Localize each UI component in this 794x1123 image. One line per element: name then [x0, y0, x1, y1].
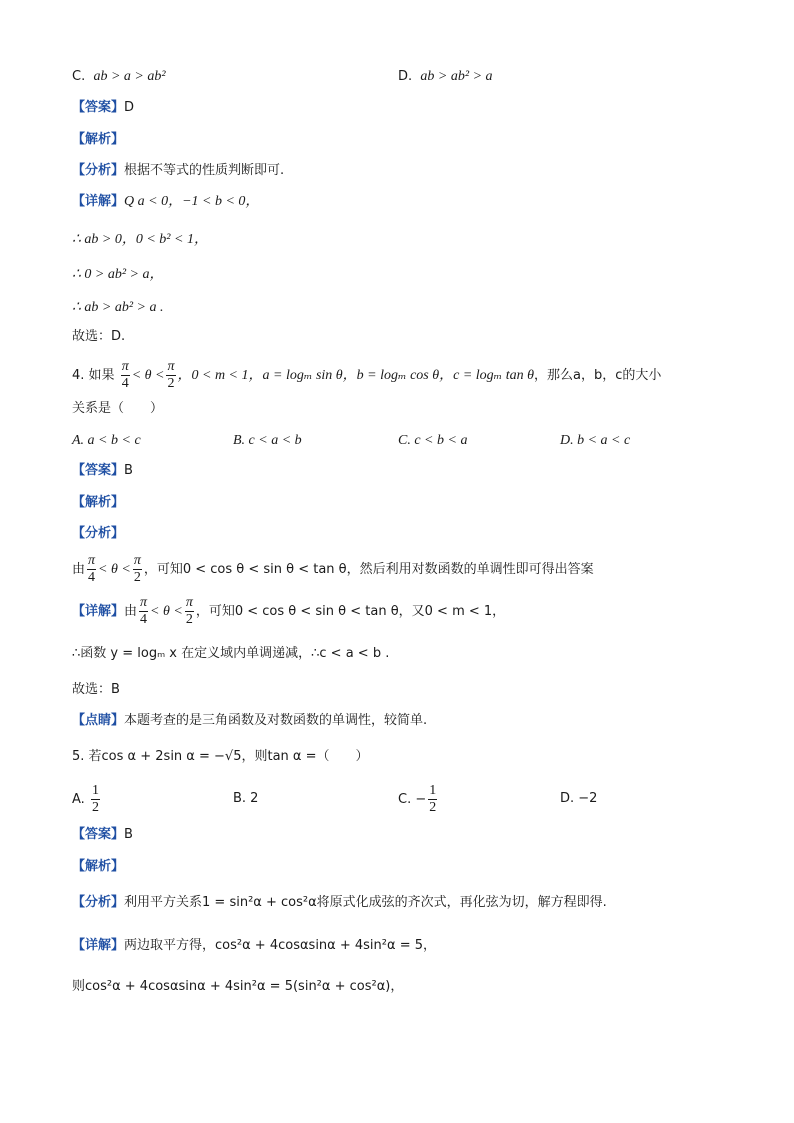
q4-option-c: C. c < b < a: [398, 433, 468, 448]
q3-choice: 故选：D.: [72, 329, 126, 344]
q3-fenxi: 【分析】根据不等式的性质判断即可.: [72, 163, 285, 178]
q3-analysis-heading: 【解析】: [72, 132, 125, 147]
q4-stem-b: b = logₘ cos θ: [356, 368, 440, 383]
q4-stem-line-1: 4. 如果 $\frac{\pi}{4}$ < θ < $\frac{\pi}{2}$ ，0 < m < 1，a = logₘ sin θ，b = logₘ cos θ，c = logₘ tan θ，那么a，b，c的大小: [72, 359, 662, 391]
q4-detail-line-1: 【详解】由 $\frac{\pi}{4}$ < θ < $\frac{\pi}{2}$ ，可知0 < cos θ < sin θ < tan θ，又0 < m < 1，: [72, 595, 506, 627]
q5-fenxi: 【分析】利用平方关系1 = sin²α + cos²α将原式化成弦的齐次式，再化弦为切，解方程即得.: [72, 895, 607, 910]
q4-answer: 【答案】B: [72, 463, 133, 478]
q5-option-b: B. 2: [233, 791, 259, 806]
q5-stem: 5. 若cos α + 2sin α = −√5，则tan α =（ ）: [72, 749, 369, 764]
q4-stem-c: c = logₘ tan θ: [453, 368, 535, 383]
q5-option-c-frac: $\frac{1}{2}$: [429, 783, 437, 815]
q5-answer: 【答案】B: [72, 827, 133, 842]
q5-option-d: D. −2: [560, 791, 598, 806]
q3-option-c-text: ab > a > ab²: [93, 69, 166, 84]
q3-option-d-text: ab > ab² > a: [420, 69, 493, 84]
q3-option-d: D. ab > ab² > a: [398, 69, 493, 84]
q3-answer: 【答案】D: [72, 100, 135, 115]
q4-stem-line-2: 关系是（ ）: [72, 401, 164, 416]
q5-detail-line-2: 则cos²α + 4cosαsinα + 4sin²α = 5(sin²α + cos²α)，: [72, 979, 404, 994]
q3-detail-line-1: 【详解】Q a < 0，−1 < b < 0，: [72, 194, 260, 209]
q4-fenxi-heading: 【分析】: [72, 526, 125, 541]
q4-fenxi-text: 由 $\frac{\pi}{4}$ < θ < $\frac{\pi}{2}$ ，可知0 < cos θ < sin θ < tan θ，然后利用对数函数的单调性即可得出答案: [72, 553, 594, 585]
q4-stem-a: a = logₘ sin θ: [262, 368, 343, 383]
q4-analysis-heading: 【解析】: [72, 495, 125, 510]
q5-option-a-frac: $\frac{1}{2}$: [91, 783, 99, 815]
q4-fenxi-frac-2: $\frac{\pi}{2}$: [133, 553, 141, 585]
q5-analysis-heading: 【解析】: [72, 859, 125, 874]
q3-detail-line-2: ∴ ab > 0，0 < b² < 1，: [72, 232, 208, 247]
q3-detail-line-4: ∴ ab > ab² > a .: [72, 300, 164, 315]
q4-dianjing: 【点睛】本题考查的是三角函数及对数函数的单调性，较简单.: [72, 713, 428, 728]
q3-detail-line-3: ∴ 0 > ab² > a，: [72, 267, 164, 282]
q4-detail-frac-2: $\frac{\pi}{2}$: [185, 595, 193, 627]
q4-option-d: D. b < a < c: [560, 433, 631, 448]
q4-detail-line-2: ∴函数 y = logₘ x 在定义域内单调递减，∴c < a < b .: [72, 646, 390, 661]
q5-detail-line-1: 【详解】两边取平方得，cos²α + 4cosαsinα + 4sin²α = 5，: [72, 938, 436, 953]
q5-option-c: C. − $\frac{1}{2}$: [398, 783, 437, 815]
q4-frac-pi-4: $\frac{\pi}{4}$: [121, 359, 129, 391]
q4-detail-frac-1: $\frac{\pi}{4}$: [140, 595, 148, 627]
q5-option-a: A. $\frac{1}{2}$: [72, 783, 99, 815]
q3-option-c: C. ab > a > ab²: [72, 69, 166, 84]
q4-fenxi-frac-1: $\frac{\pi}{4}$: [88, 553, 96, 585]
q4-option-b: B. c < a < b: [233, 433, 302, 448]
q4-choice: 故选：B: [72, 682, 120, 697]
q4-frac-pi-2: $\frac{\pi}{2}$: [167, 359, 175, 391]
q4-option-a: A. a < b < c: [72, 433, 141, 448]
